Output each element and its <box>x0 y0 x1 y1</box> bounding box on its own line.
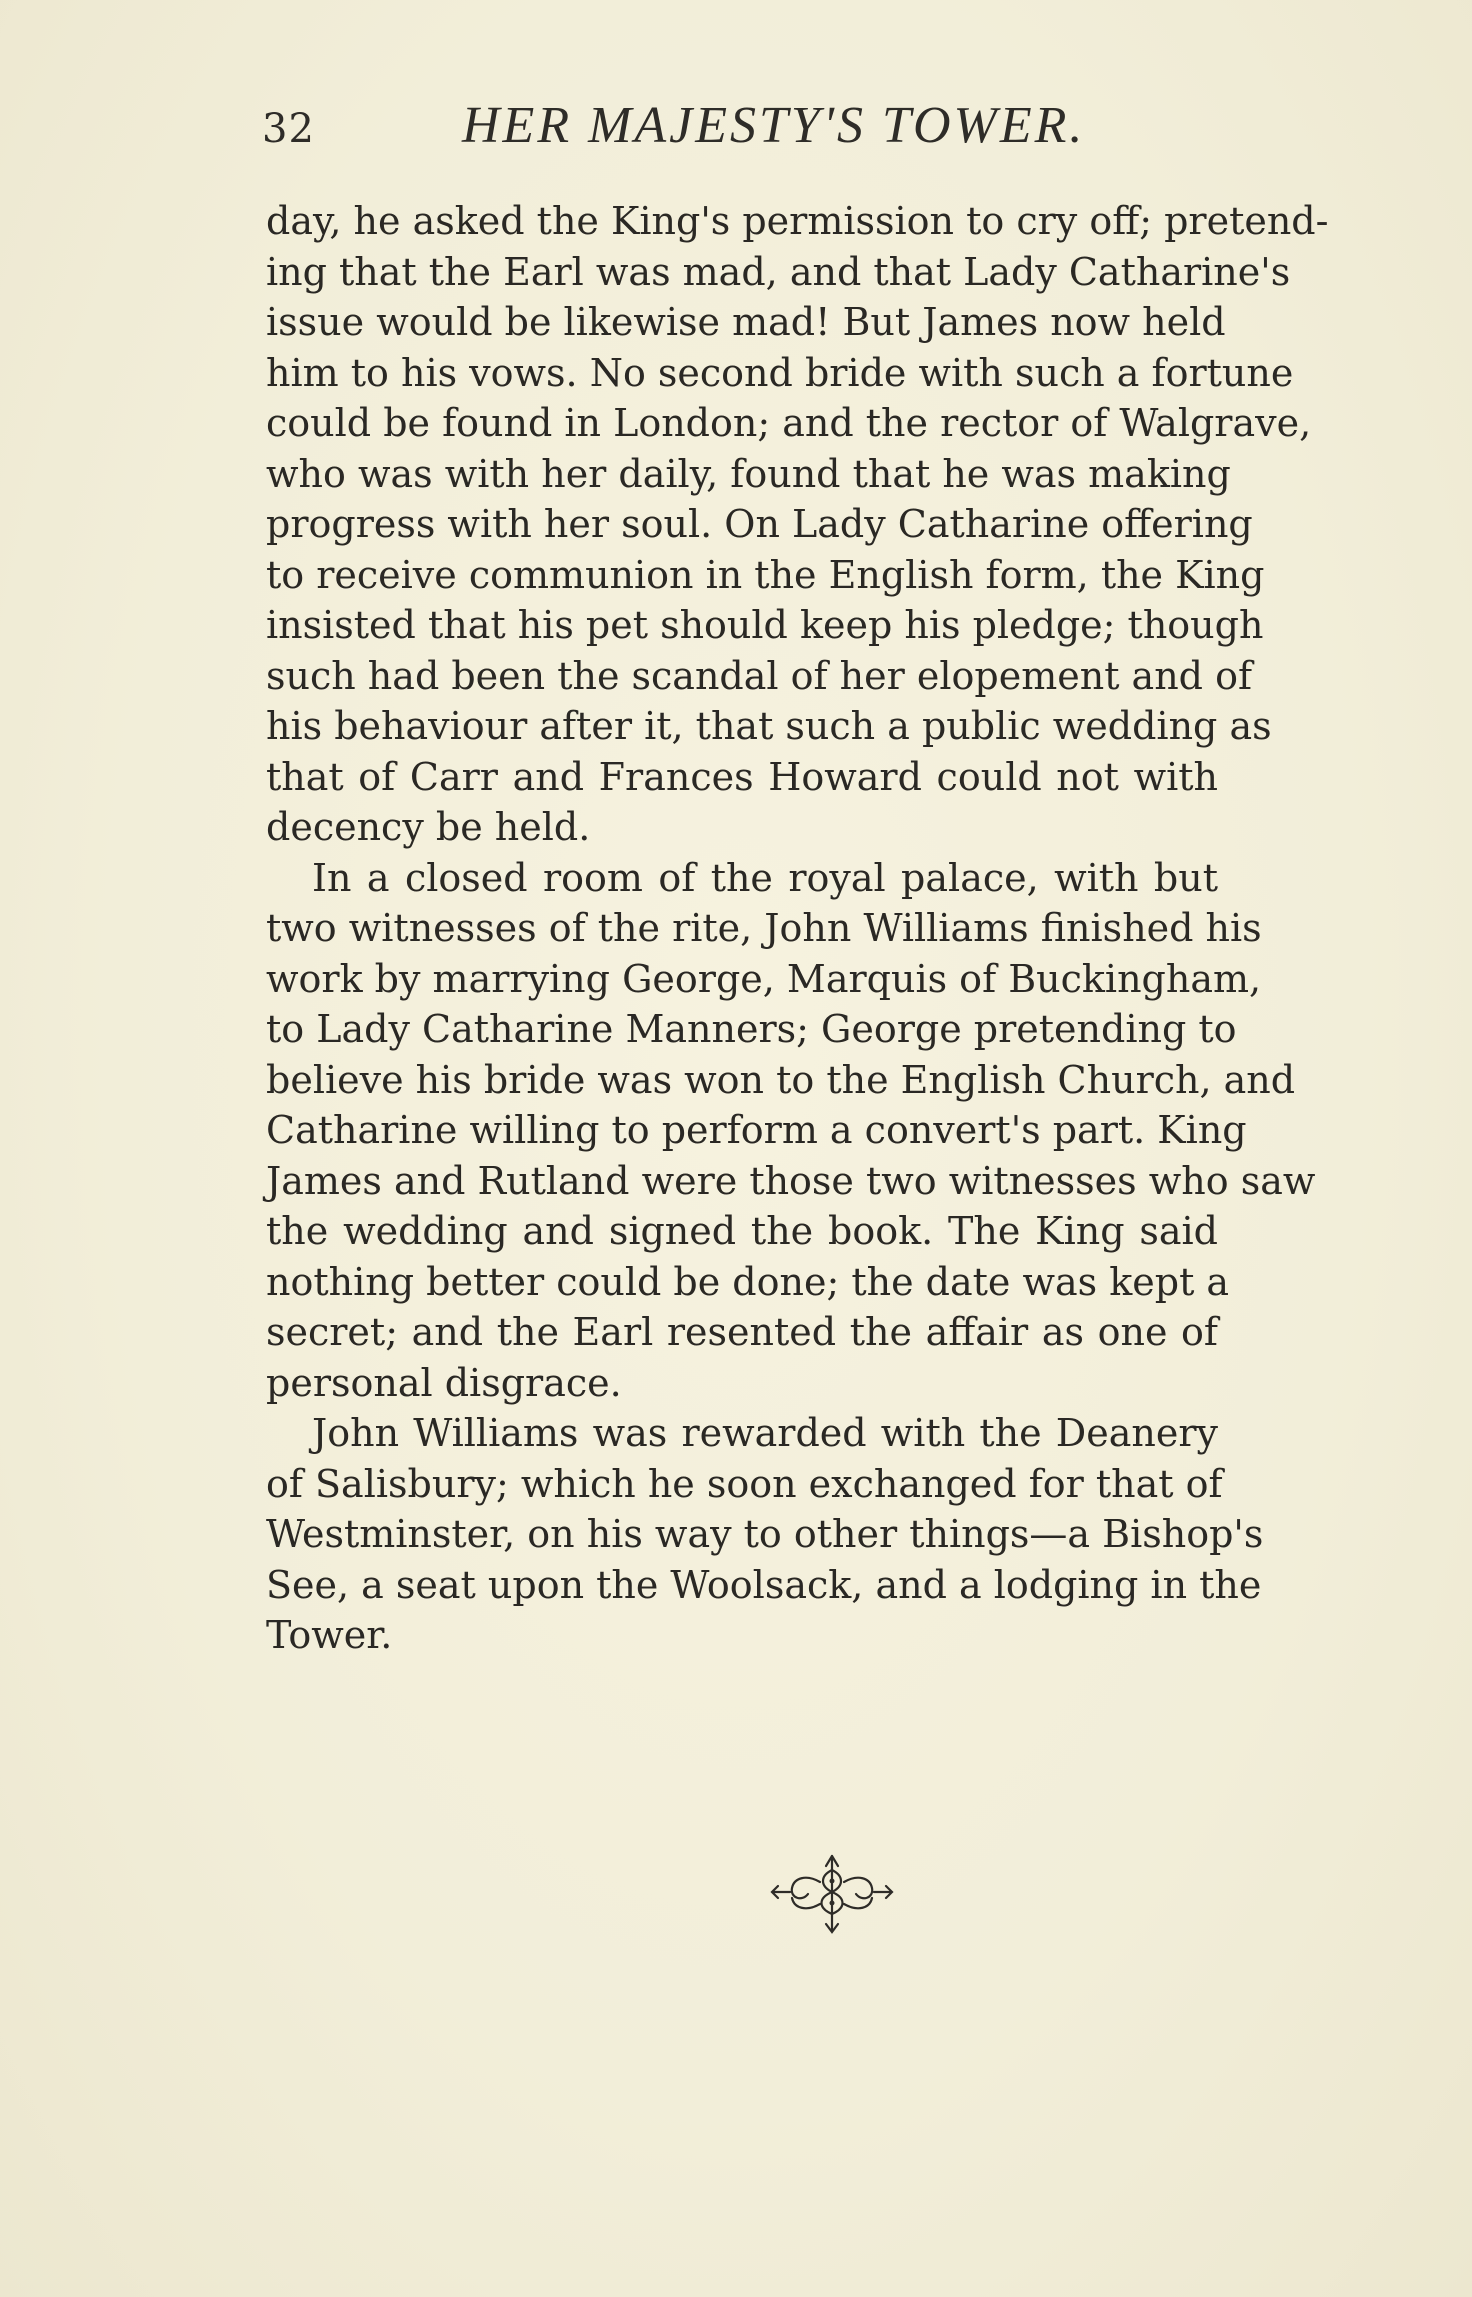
text-line: insisted that his pet should keep his pledge; though <box>266 603 1264 647</box>
text-line: decency be held. <box>266 805 591 849</box>
text-line: his behaviour after it, that such a public wedding as <box>266 704 1272 748</box>
text-line: the wedding and signed the book. The King said <box>266 1209 1218 1253</box>
text-line: In a closed room of the royal palace, with but <box>312 855 1218 900</box>
text-line: work by marrying George, Marquis of Buckingham, <box>266 956 1262 1001</box>
text-line: Tower. <box>266 1613 393 1657</box>
text-line: who was with her daily, found that he was making <box>266 451 1231 496</box>
text-line: John Williams was rewarded with the Deanery <box>312 1411 1218 1455</box>
text-line: secret; and the Earl resented the affair as one of <box>266 1310 1218 1354</box>
text-line: of Salisbury; which he soon exchanged for that of <box>266 1461 1223 1506</box>
text-line: issue would be likewise mad! But James now held <box>266 300 1226 344</box>
text-line: See, a seat upon the Woolsack, and a lodging in the <box>266 1562 1262 1607</box>
text-line: day, he asked the King's permission to cry off; pretend- <box>266 199 1329 243</box>
text-line: to Lady Catharine Manners; George pretending to <box>266 1007 1237 1051</box>
text-line: that of Carr and Frances Howard could not with <box>266 754 1218 799</box>
text-line: ing that the Earl was mad, and that Lady Catharine's <box>266 249 1291 294</box>
text-line: to receive communion in the English form, the King <box>266 552 1265 597</box>
text-line: Westminster, on his way to other things—a Bishop's <box>266 1512 1264 1556</box>
text-line: two witnesses of the rite, John Williams finished his <box>266 906 1262 950</box>
text-line: nothing better could be done; the date was kept a <box>266 1259 1230 1304</box>
text-line: believe his bride was won to the English Church, and <box>266 1057 1296 1102</box>
running-title: HER MAJESTY'S TOWER. <box>462 97 1086 154</box>
paragraph-3 <box>266 1408 1264 1661</box>
text-line: progress with her soul. On Lady Catharine offering <box>266 502 1253 546</box>
text-line: could be found in London; and the rector of Walgrave, <box>266 401 1312 445</box>
running-head <box>262 96 1232 156</box>
page-number: 32 <box>262 106 315 152</box>
body-text <box>266 196 1329 1661</box>
text-line: James and Rutland were those two witnesses who saw <box>266 1158 1316 1203</box>
text-line: such had been the scandal of her elopement and of <box>266 653 1253 698</box>
text-line: Catharine willing to perform a convert's part. King <box>266 1108 1247 1152</box>
fleuron-ornament-icon <box>762 1848 902 1938</box>
paragraph-1 <box>266 196 1329 853</box>
text-line: him to his vows. No second bride with such a fortune <box>266 350 1294 395</box>
text-line: personal disgrace. <box>266 1360 622 1405</box>
paragraph-2 <box>266 853 1316 1409</box>
